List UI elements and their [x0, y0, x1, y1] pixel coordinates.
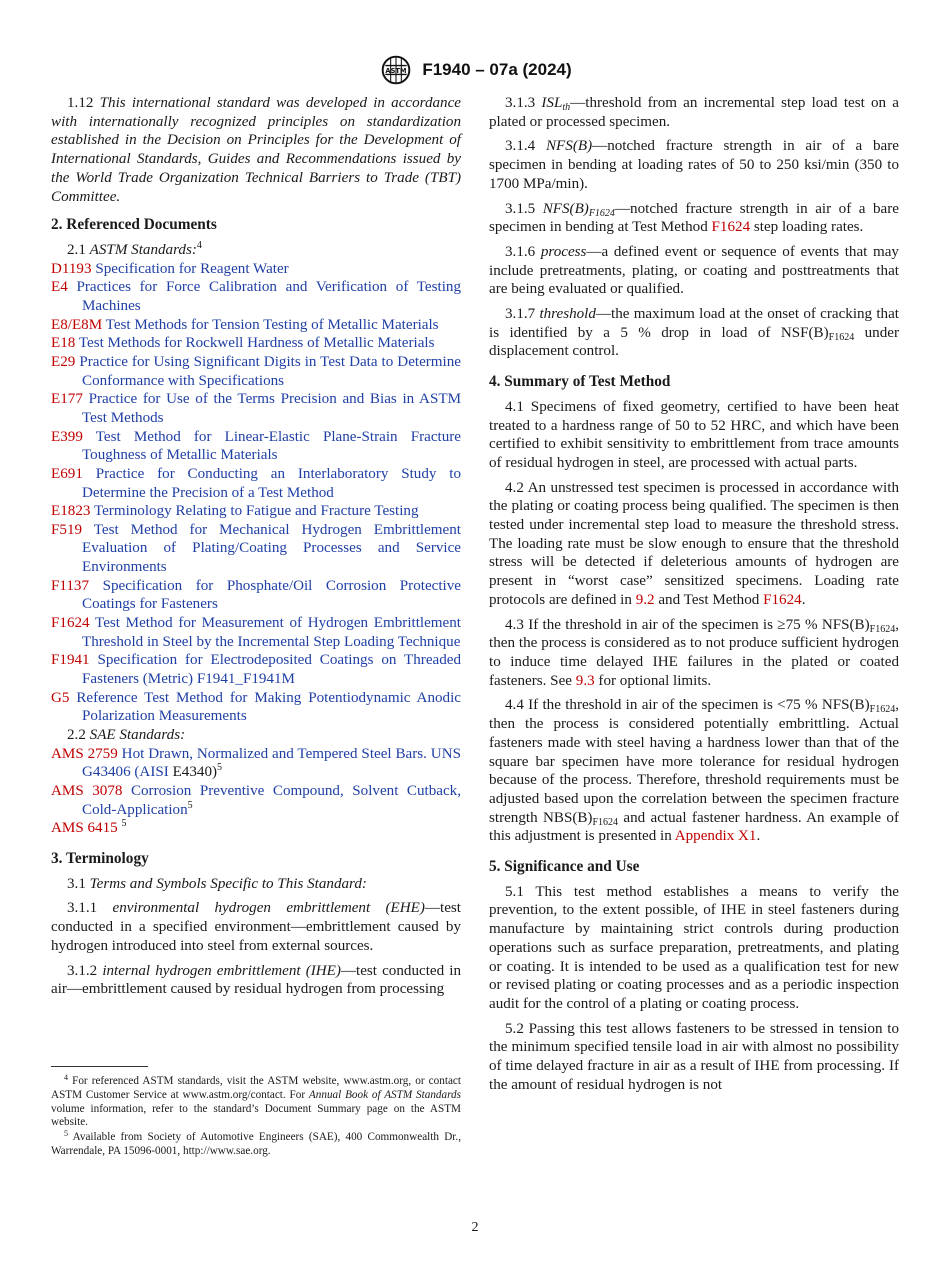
- reference-title-link[interactable]: Test Method for Mechanical Hydrogen Embrittlement Evaluation of Plating/Coating Processes and Service Environments: [82, 521, 461, 576]
- reference-code-link[interactable]: E18: [51, 335, 76, 352]
- paragraph-3-1-4: 3.1.4 NFS(B)—notched fracture strength in air of a bare specimen in bending at loading rates of 50 to 250 ksi/min (350 to 1700 MPa/min).: [489, 138, 899, 192]
- reference-item: [51, 278, 461, 315]
- svg-text:ASTM: ASTM: [385, 67, 407, 76]
- reference-item: [51, 651, 461, 688]
- paragraph-3-1-2: 3.1.2 internal hydrogen embrittlement (IHE)—test conducted in air—embrittlement caused by residual hydrogen from processing: [51, 962, 461, 998]
- reference-code-link[interactable]: AMS 3078: [51, 783, 123, 800]
- reference-item: [51, 465, 461, 502]
- footnote-divider: [51, 1066, 148, 1067]
- standard-designation: F1940 – 07a (2024): [422, 60, 572, 79]
- reference-item: [51, 502, 461, 521]
- paragraph-4-1: 4.1 Specimens of fixed geometry, certified to have been heat treated to a hardness range of 50 to 52 HRC, and which have been certified to exhibit sensitivity to embrittlement from trace amounts of residual hydrogen in steel, are processed with actual parts.: [489, 398, 899, 471]
- reference-code-link[interactable]: E691: [51, 465, 83, 482]
- section-heading-terminology: 3. Terminology: [51, 850, 149, 868]
- reference-item: AMS 6415 $^5$: [51, 818, 127, 837]
- appendix-x1-link[interactable]: Appendix X1: [674, 828, 757, 845]
- left-column: [51, 94, 461, 1005]
- reference-title-link[interactable]: Practices for Force Calibration and Verification of Testing Machines: [76, 279, 461, 314]
- reference-item: [51, 260, 461, 279]
- reference-code-link[interactable]: E177: [51, 391, 83, 408]
- reference-code-link[interactable]: F519: [51, 521, 83, 538]
- sae-reference-list: [51, 745, 461, 838]
- footnote-4: $^4$ For referenced ASTM standards, visit the ASTM website, www.astm.org, or contact ASTM Customer Service at www.astm.org/contact. For Annual Book of ASTM Standards volume information, refer to the standard’s Document Summary page on the ASTM website.: [51, 1073, 461, 1129]
- reference-title-link[interactable]: Test Methods for Tension Testing of Metallic Materials: [105, 316, 439, 333]
- reference-item: AMS 3078 Corrosion Preventive Compound, Solvent Cutback, Cold-Application$^5$: [51, 783, 461, 818]
- reference-code-link[interactable]: E8/E8M: [51, 316, 103, 333]
- reference-code-link[interactable]: E4: [51, 279, 68, 296]
- f1624-link[interactable]: F1624: [711, 219, 751, 236]
- right-column: [489, 94, 899, 1100]
- reference-title-link[interactable]: Specification for Electrodeposited Coatings on Threaded Fasteners (Metric) F1941_F1941M: [82, 652, 462, 688]
- reference-code-link[interactable]: AMS 6415: [51, 820, 118, 837]
- reference-title-link[interactable]: Reference Test Method for Making Potentiodynamic Anodic Polarization Measurements: [76, 689, 461, 725]
- reference-item: [51, 614, 461, 651]
- paragraph-3-1: 3.1 Terms and Symbols Specific to This Standard:: [67, 875, 367, 892]
- reference-item: [51, 316, 461, 335]
- reference-item: [51, 521, 461, 577]
- section-heading-significance: 5. Significance and Use: [489, 858, 640, 876]
- reference-title-link[interactable]: Practice for Use of the Terms Precision and Bias in ASTM Test Methods: [82, 391, 461, 426]
- reference-item: [51, 390, 461, 427]
- section-9-2-link[interactable]: 9.2: [635, 591, 655, 608]
- paragraph-5-2: 5.2 Passing this test allows fasteners to be stressed in tension to the minimum specified tensile load in air with almost no possibility of time delayed fracture in air as a result of IHE from processing. If the amount of residual hydrogen is not: [489, 1020, 899, 1093]
- astm-reference-list: [51, 260, 461, 726]
- reference-code-link[interactable]: F1624: [51, 615, 90, 632]
- reference-title-link[interactable]: Specification for Reagent Water: [95, 260, 289, 277]
- section-heading-referenced-documents: 2. Referenced Documents: [51, 216, 217, 234]
- f1624-link[interactable]: F1624: [763, 591, 802, 608]
- paragraph-1-12: 1.12 This international standard was developed in accordance with internationally recognized principles on standardization established in the Decision on Principles for the Development of International Standards, Guides and Recommendations issued by the World Trade Organization Technical Barriers to Trade (TBT) Committee.: [51, 95, 461, 205]
- reference-item: [51, 689, 461, 726]
- reference-item: [51, 334, 461, 353]
- footnote-5: $^5$ Available from Society of Automotive Engineers (SAE), 400 Commonwealth Dr., Warrendale, PA 15096-0001, http://www.sae.org.: [51, 1129, 461, 1157]
- reference-item: [51, 353, 461, 390]
- reference-code-link[interactable]: G5: [51, 689, 70, 706]
- reference-code-link[interactable]: F1941: [51, 652, 90, 669]
- reference-code-link[interactable]: E399: [51, 428, 83, 445]
- sae-standards-subheading: 2.2 SAE Standards:: [67, 727, 186, 744]
- paragraph-3-1-6: 3.1.6 process—a defined event or sequence of events that may include pretreatments, plating, or coating and posttreatments that are being evaluated or qualified.: [489, 243, 899, 298]
- reference-title-link[interactable]: Terminology Relating to Fatigue and Fracture Testing: [93, 503, 419, 520]
- paragraph-5-1: 5.1 This test method establishes a means to verify the prevention, to the extent possible, of IHE in steel fasteners during manufacture by maintaining strict controls during production operations such as surface preparation, pretreatments, and plating or coating. It is intended to be used as a qualification test for new or revised plating or coating processes and as a periodic inspection audit for the control of a plating or coating process.: [489, 883, 899, 1012]
- page-number: 2: [471, 1220, 479, 1235]
- paragraph-3-1-1: 3.1.1 environmental hydrogen embrittlement (EHE)—test conducted in a specified environment—embrittlement caused by hydrogen introduced into steel from external sources.: [51, 900, 461, 954]
- reference-code-link[interactable]: F1137: [51, 577, 90, 594]
- section-9-3-link[interactable]: 9.3: [575, 672, 595, 689]
- reference-code-link[interactable]: E29: [51, 353, 76, 370]
- reference-item: AMS 2759 Hot Drawn, Normalized and Tempered Steel Bars. UNS G43406 (AISI E4340)$^5$: [51, 745, 461, 781]
- reference-item: [51, 577, 461, 614]
- paragraph-4-4: 4.4 If the threshold in air of the specimen is <75 % $NFS(B)_{F1624}$, then the process is considered potentially embrittling. Actual fasteners made with steel having a hardness lower than that of the square bar specimen have more tolerance for residual hydrogen because of the process. Therefore, threshold requirements must be adjusted based upon the correlation between the specimen fracture strength $NBS(B)_{F1624}$ and actual fastener hardness. An example of this adjustment is presented in Appendix X1.: [489, 697, 899, 845]
- paragraph-3-1-7: 3.1.7 threshold—the maximum load at the onset of cracking that is identified by a 5 % drop in load of $NSF(B)_{F1624}$ under displacement control.: [489, 306, 899, 360]
- reference-code-link[interactable]: AMS 2759: [51, 745, 118, 762]
- reference-title-link[interactable]: Test Methods for Rockwell Hardness of Metallic Materials: [78, 335, 435, 352]
- paragraph-3-1-5: 3.1.5 $NFS(B)_{F1624}—notched$ fracture strength in air of a bare specimen in bending at Test Method F1624 step loading rates.: [489, 200, 899, 236]
- page-header: [0, 56, 950, 84]
- footnotes: [51, 1066, 461, 1160]
- reference-title-link[interactable]: Specification for Phosphate/Oil Corrosion Protective Coatings for Fasteners: [82, 577, 461, 613]
- reference-item: [51, 428, 461, 465]
- section-heading-summary: 4. Summary of Test Method: [489, 373, 671, 391]
- reference-title-link[interactable]: Practice for Using Significant Digits in Test Data to Determine Conformance with Specifications: [79, 353, 461, 389]
- reference-title-link[interactable]: Corrosion Preventive Compound, Solvent Cutback, Cold-Application: [82, 783, 461, 818]
- astm-standards-subheading: 2.1 ASTM Standards:$^4$: [67, 239, 202, 258]
- paragraph-4-3: 4.3 If the threshold in air of the specimen is ≥75 % $NFS(B)_{F1624}$, then the process is considered as to not produce sufficient hydrogen to induce time delayed IHE failures in the plated or coated fasteners. See 9.3 for optional limits.: [489, 616, 899, 689]
- reference-title-link[interactable]: Hot Drawn, Normalized and Tempered Steel Bars. UNS G43406 (AISI: [82, 745, 461, 781]
- reference-title-link[interactable]: Test Method for Linear-Elastic Plane-Strain Fracture Toughness of Metallic Materials: [82, 428, 461, 464]
- reference-title-link[interactable]: Test Method for Measurement of Hydrogen Embrittlement Threshold in Steel by the Incremental Step Loading Technique: [82, 615, 461, 650]
- paragraph-3-1-3: 3.1.3 $ISL_{th}—threshold$ from an incremental step load test on a plated or processed specimen.: [489, 95, 899, 130]
- reference-code-link[interactable]: E1823: [51, 503, 91, 520]
- reference-code-link[interactable]: D1193: [51, 260, 92, 277]
- paragraph-4-2: 4.2 An unstressed test specimen is processed in accordance with the plating or coating process being qualified. The specimen is then tested under incremental step load to measure the threshold stress. The loading rate must be slow enough to ensure that the threshold stress will be detected if deleterious amounts of hydrogen are present in “worst case” sensitized specimens. Loading rate protocols are defined in 9.2 and Test Method F1624.: [489, 479, 899, 608]
- reference-title-link[interactable]: Practice for Conducting an Interlaboratory Study to Determine the Precision of a Test Method: [82, 465, 461, 501]
- astm-logo-icon: [378, 54, 414, 86]
